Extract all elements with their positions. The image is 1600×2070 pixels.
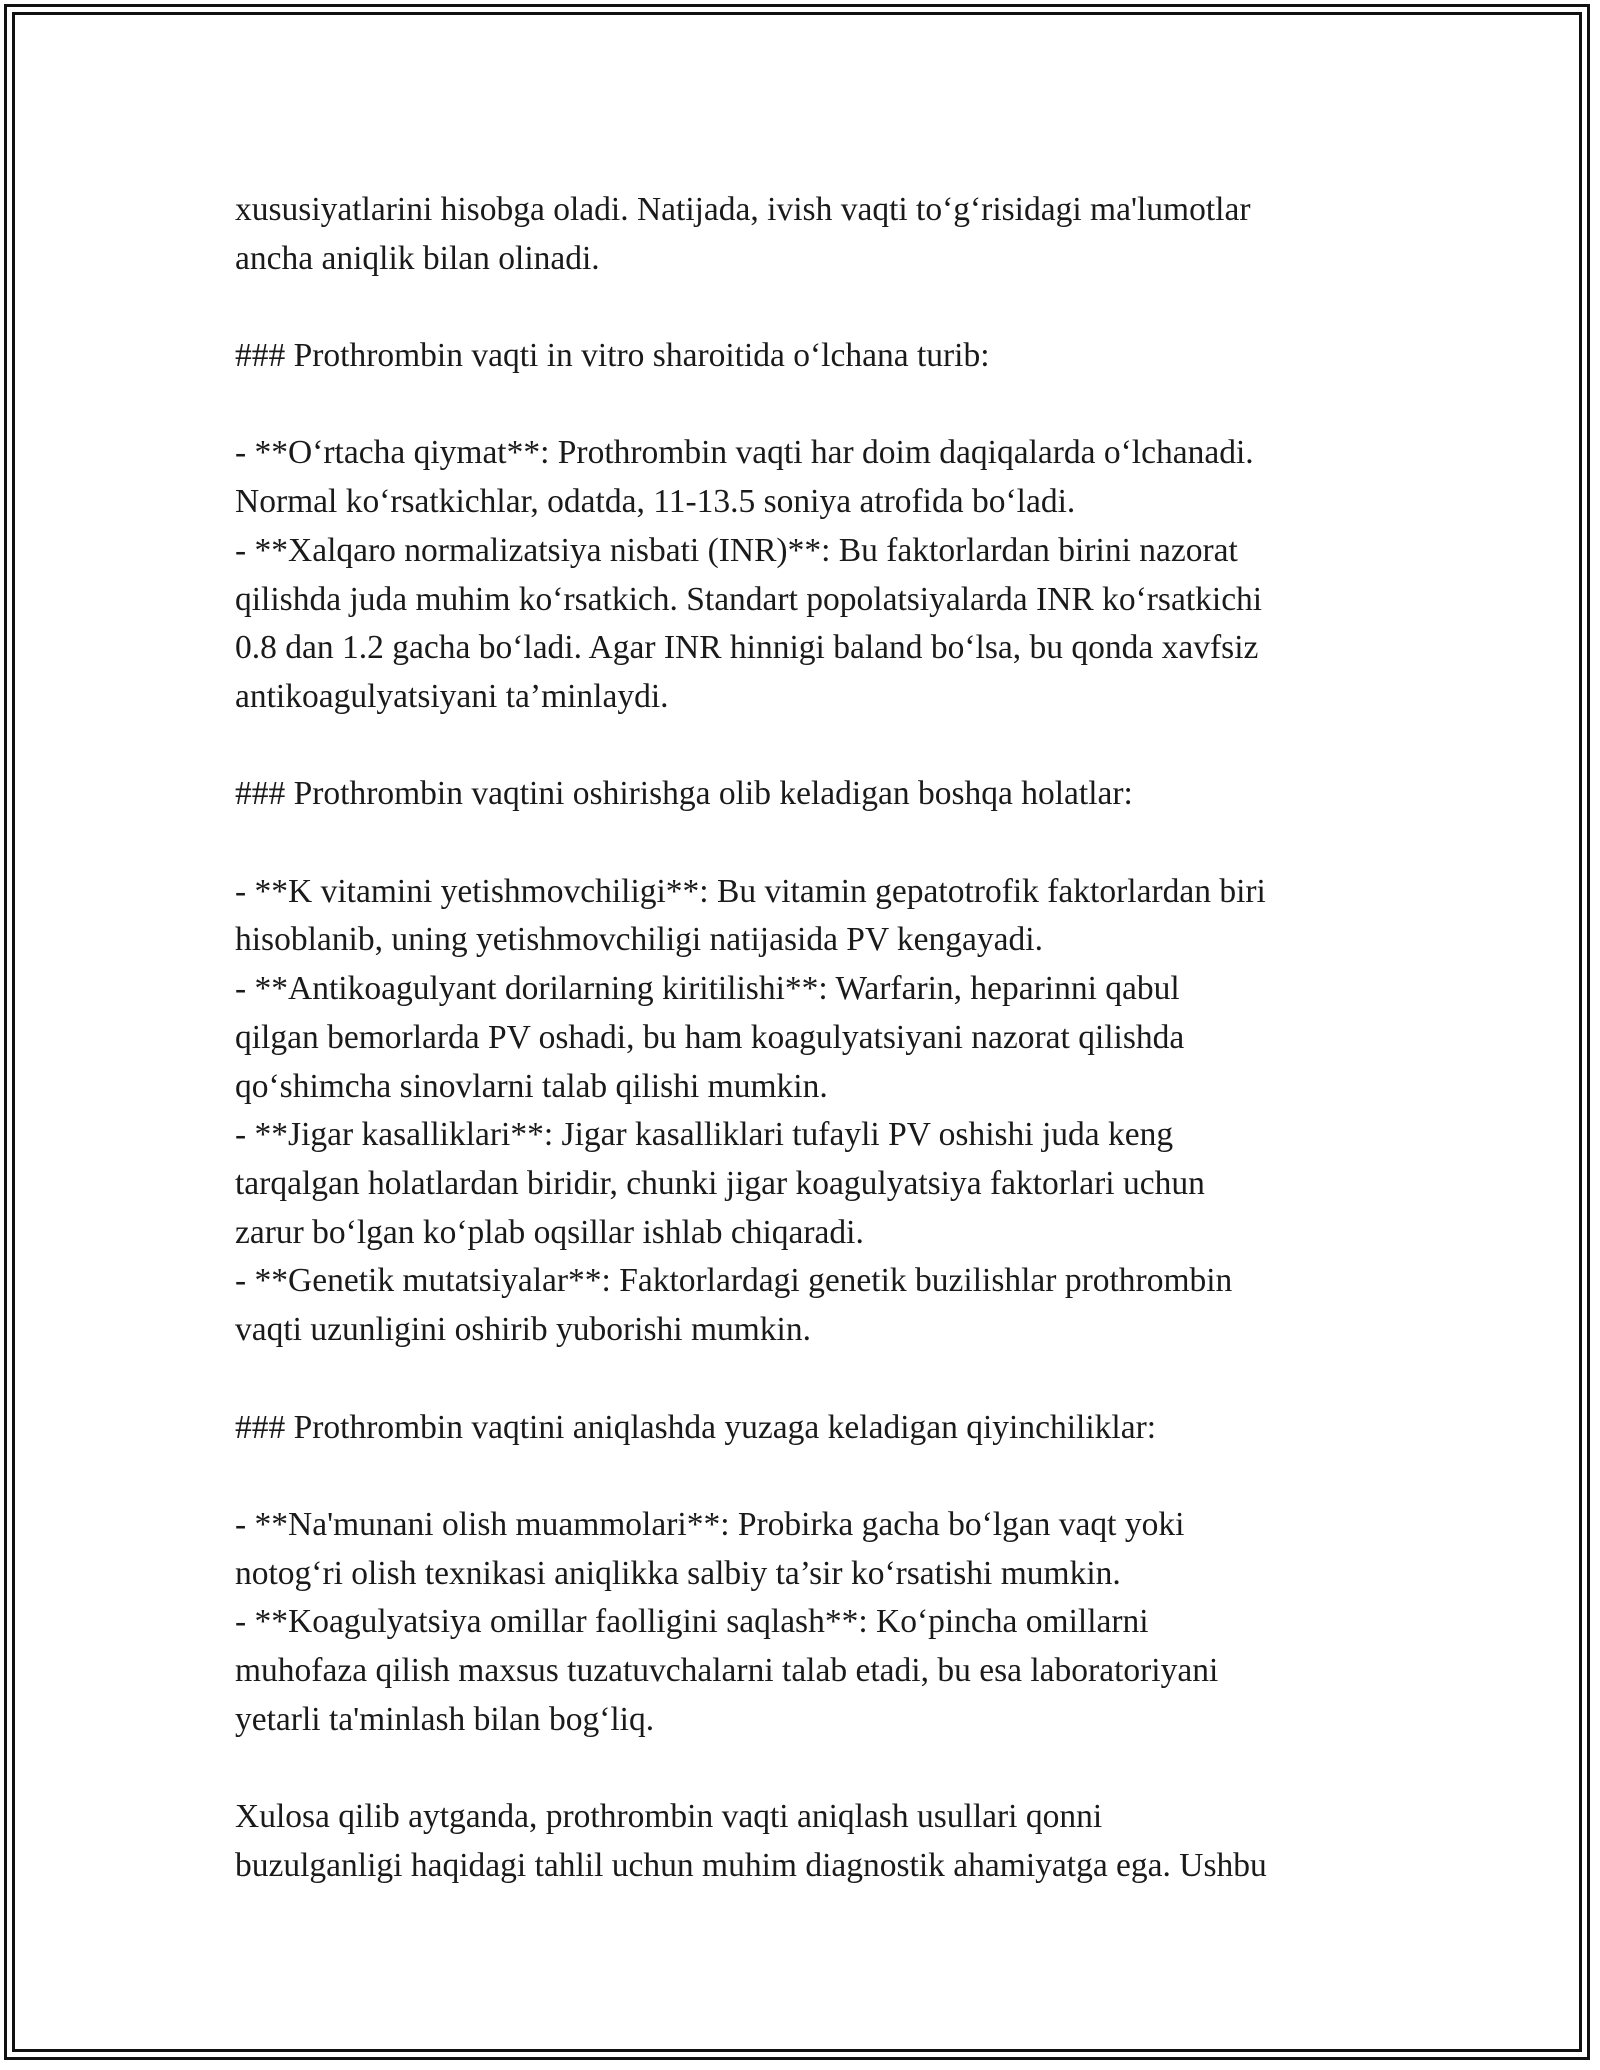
text-line: qo‘shimcha sinovlarni talab qilishi mumkin. (235, 1067, 828, 1105)
text-line: tarqalgan holatlardan biridir, chunki jigar koagulyatsiya faktorlari uchun (235, 1165, 1205, 1202)
list-item-line: - **Koagulyatsiya omillar faolligini saqlash**: Ko‘pincha omillarni (235, 1603, 1149, 1641)
text-line: vaqti uzunligini oshirib yuborishi mumkin. (235, 1311, 811, 1349)
text-line: 0.8 dan 1.2 gacha bo‘ladi. Agar INR hinnigi baland bo‘lsa, bu qonda xavfsiz (235, 629, 1259, 667)
list-item-line: - **O‘rtacha qiymat**: Prothrombin vaqti har doim daqiqalarda o‘lchanadi. (235, 434, 1254, 472)
section-heading: ### Prothrombin vaqti in vitro sharoitida o‘lchana turib: (235, 337, 990, 375)
section-heading: ### Prothrombin vaqtini oshirishga olib keladigan boshqa holatlar: (235, 775, 1133, 813)
text-line: hisoblanib, uning yetishmovchiligi natijasida PV kengayadi. (235, 921, 1043, 959)
text-line: buzulganligi haqidagi tahlil uchun muhim diagnostik ahamiyatga ega. Ushbu (235, 1846, 1267, 1884)
text-line: notog‘ri olish texnikasi aniqlikka salbiy ta’sir ko‘rsatishi mumkin. (235, 1554, 1121, 1592)
text-line: muhofaza qilish maxsus tuzatuvchalarni talab etadi, bu esa laboratoriyani (235, 1652, 1219, 1689)
list-item-line: - **Na'munani olish muammolari**: Probirka gacha bo‘lgan vaqt yoki (235, 1505, 1185, 1543)
paragraph-gap (235, 1355, 1375, 1404)
paragraph-gap (235, 1744, 1375, 1793)
text-line: qilishda juda muhim ko‘rsatkich. Standart popolatsiyalarda INR ko‘rsatkichi (235, 580, 1263, 618)
text-line: ancha aniqlik bilan olinadi. (235, 239, 600, 277)
list-item-line: - **K vitamini yetishmovchiligi**: Bu vitamin gepatotrofik faktorlardan biri (235, 872, 1266, 910)
list-item-line: - **Jigar kasalliklari**: Jigar kasalliklari tufayli PV oshishi juda keng (235, 1116, 1174, 1154)
paragraph-gap (235, 819, 1375, 868)
text-line: xususiyatlarini hisobga oladi. Natijada, ivish vaqti to‘g‘risidagi ma'lumotlar (235, 191, 1251, 228)
list-item-line: - **Genetik mutatsiyalar**: Faktorlardagi genetik buzilishlar prothrombin (235, 1262, 1233, 1300)
paragraph-gap (235, 283, 1375, 332)
document-text (235, 186, 1375, 1891)
text-line: yetarli ta'minlash bilan bog‘liq. (235, 1700, 655, 1738)
text-line: Xulosa qilib aytganda, prothrombin vaqti aniqlash usullari qonni (235, 1798, 1103, 1836)
text-line: antikoagulyatsiyani ta’minlaydi. (235, 678, 669, 715)
paragraph-gap (235, 1452, 1375, 1501)
paragraph-gap (235, 722, 1375, 771)
text-line: Normal ko‘rsatkichlar, odatda, 11-13.5 soniya atrofida bo‘ladi. (235, 483, 1076, 521)
list-item-line: - **Antikoagulyant dorilarning kiritilishi**: Warfarin, heparinni qabul (235, 970, 1180, 1008)
paragraph-gap (235, 381, 1375, 430)
list-item-line: - **Xalqaro normalizatsiya nisbati (INR)**: Bu faktorlardan birini nazorat (235, 531, 1238, 569)
section-heading: ### Prothrombin vaqtini aniqlashda yuzaga keladigan qiyinchiliklar: (235, 1408, 1157, 1446)
text-line: qilgan bemorlarda PV oshadi, bu ham koagulyatsiyani nazorat qilishda (235, 1018, 1185, 1056)
text-line: zarur bo‘lgan ko‘plab oqsillar ishlab chiqaradi. (235, 1213, 864, 1251)
